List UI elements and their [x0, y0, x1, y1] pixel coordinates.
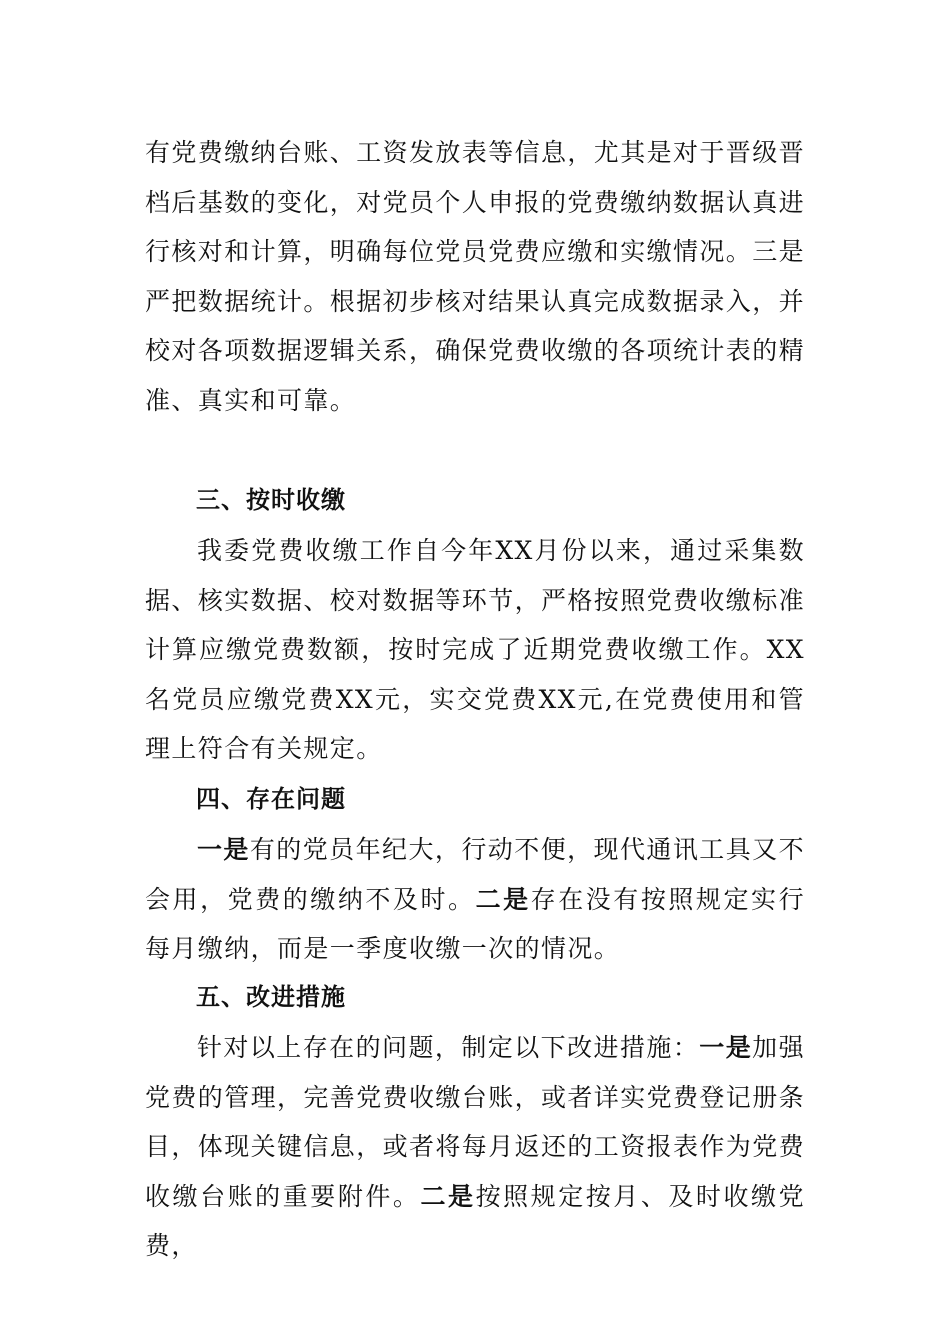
section-heading-improvement-measures: 五、改进措施: [196, 983, 346, 1011]
paragraph-collection-summary: 我委党费收缴工作自今年XX月份以来，通过采集数据、核实数据、校对数据等环节，严格按照党费收缴标准计算应缴党费数额，按时完成了近期党费收缴工作。XX名党员应缴党费XX元，实交党费XX元,在党费使用和管理上符合有关规定。: [145, 536, 806, 764]
measure-text-first: 加强党费的管理，完善党费收缴台账，或者详实党费登记册条目，体现关键信息，或者将每月返还的工资报表作为党费收缴台账的重要附件。: [145, 1033, 806, 1211]
measures-intro-text: 针对以上存在的问题，制定以下改进措施：: [197, 1033, 700, 1062]
bold-marker-first: 一是: [197, 835, 250, 864]
section-heading-existing-problems: 四、存在问题: [196, 785, 346, 813]
measure-text-second: 按照规定按月、及时收缴党费，: [145, 1181, 805, 1261]
problem-text-second: 存在没有按照规定实行每月缴纳，而是一季度收缴一次的情况。: [145, 884, 805, 964]
paragraph-data-verification: 有党费缴纳台账、工资发放表等信息，尤其是对于晋级晋档后基数的变化，对党员个人申报的党费缴纳数据认真进行核对和计算，明确每位党员党费应缴和实缴情况。三是严把数据统计。根据初步核对结果认真完成数据录入，并校对各项数据逻辑关系，确保党费收缴的各项统计表的精准、真实和可靠。: [145, 138, 806, 415]
paragraph-improvement-measures: [145, 1023, 805, 1271]
bold-marker-first: 一是: [699, 1033, 753, 1062]
bold-marker-second: 二是: [475, 884, 531, 914]
bold-marker-second: 二是: [420, 1181, 476, 1211]
problem-text-first: 有的党员年纪大，行动不便，现代通讯工具又不会用，党费的缴纳不及时。: [145, 835, 805, 914]
section-heading-on-time-collection: 三、按时收缴: [196, 486, 346, 514]
paragraph-existing-problems: [145, 825, 805, 974]
